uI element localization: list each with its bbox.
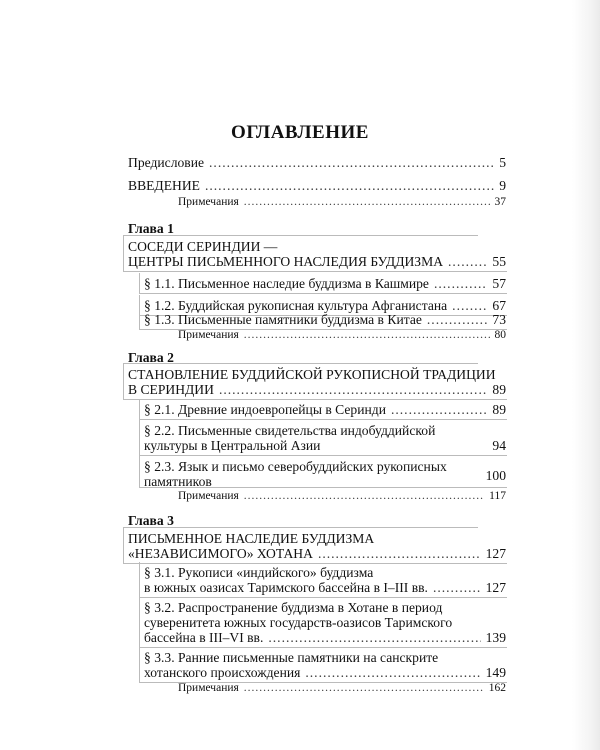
leader-dots bbox=[205, 178, 494, 194]
leader-dots bbox=[244, 327, 490, 343]
toc-label: бассейна в III–VI вв. bbox=[144, 630, 264, 645]
toc-label: Предисловие bbox=[128, 155, 205, 170]
toc-label: культуры в Центральной Азии bbox=[144, 438, 321, 453]
leader-dots bbox=[209, 155, 494, 171]
chapter-3-title-line1[interactable]: ПИСЬМЕННОЕ НАСЛЕДИЕ БУДДИЗМА bbox=[128, 531, 375, 546]
toc-page: 127 bbox=[485, 580, 506, 595]
toc-page: 139 bbox=[485, 630, 506, 645]
toc-page: 149 bbox=[485, 665, 506, 680]
toc-label: Примечания bbox=[178, 329, 239, 341]
section-frame bbox=[139, 562, 507, 598]
toc-label: Примечания bbox=[178, 682, 239, 694]
toc-entry-preface[interactable] bbox=[128, 155, 506, 171]
toc-label: в южных оазисах Таримского бассейна в I–III вв. bbox=[144, 580, 428, 595]
toc-page: 55 bbox=[492, 254, 506, 269]
chapter-frame bbox=[123, 363, 507, 400]
toc-page: 73 bbox=[492, 312, 506, 327]
section-frame bbox=[139, 273, 507, 294]
section-frame bbox=[139, 456, 507, 488]
toc-entry-3-2-line2[interactable]: суверенитета южных государств-оазисов Таримского bbox=[144, 615, 453, 630]
toc-label: хотанского происхождения bbox=[144, 665, 301, 680]
chapter-1-heading: Глава 1 bbox=[128, 221, 174, 236]
toc-label: Примечания bbox=[178, 196, 239, 208]
toc-page: 5 bbox=[499, 155, 506, 170]
toc-entry-ch2-notes[interactable] bbox=[178, 488, 506, 504]
toc-page: 67 bbox=[492, 298, 506, 313]
toc-entry-2-2-line1[interactable]: § 2.2. Письменные свидетельства индобуддийской bbox=[144, 423, 436, 438]
toc-entry-ch1-notes[interactable] bbox=[178, 327, 506, 343]
chapter-2-heading: Глава 2 bbox=[128, 350, 174, 365]
toc-label: «НЕЗАВИСИМОГО» ХОТАНА bbox=[128, 546, 313, 561]
toc-page: 57 bbox=[492, 276, 506, 291]
toc-label: § 1.3. Письменные памятники буддизма в Китае bbox=[144, 312, 422, 327]
toc-label: § 1.1. Письменное наследие буддизма в Кашмире bbox=[144, 276, 429, 291]
toc-entry-ch3-notes[interactable] bbox=[178, 680, 506, 696]
toc-label: В СЕРИНДИИ bbox=[128, 382, 214, 397]
toc-label: § 2.1. Древние индоевропейцы в Серинди bbox=[144, 402, 386, 417]
toc-label: Примечания bbox=[178, 490, 239, 502]
toc-page: 89 bbox=[492, 402, 506, 417]
chapter-frame bbox=[123, 235, 507, 272]
toc-label: ЦЕНТРЫ ПИСЬМЕННОГО НАСЛЕДИЯ БУДДИЗМА bbox=[128, 254, 444, 269]
toc-entry-2-3-line1[interactable]: § 2.3. Язык и письмо северобуддийских рукописных bbox=[144, 459, 447, 474]
toc-label: ВВЕДЕНИЕ bbox=[128, 178, 200, 193]
toc-entry-intro-notes[interactable] bbox=[178, 194, 506, 210]
toc-entry-3-1-line1[interactable]: § 3.1. Рукописи «индийского» буддизма bbox=[144, 565, 374, 580]
chapter-3-heading: Глава 3 bbox=[128, 513, 174, 528]
toc-entry-3-3-line1[interactable]: § 3.3. Ранние письменные памятники на санскрите bbox=[144, 650, 439, 665]
toc-page: 127 bbox=[485, 546, 506, 561]
toc-page: 80 bbox=[494, 329, 506, 341]
toc-page: 100 bbox=[485, 468, 506, 483]
toc-page: 117 bbox=[489, 490, 506, 502]
toc-label: памятников bbox=[144, 474, 212, 489]
leader-dots bbox=[244, 488, 484, 504]
leader-dots bbox=[244, 680, 484, 696]
toc-entry-introduction[interactable] bbox=[128, 178, 506, 194]
toc-page: 94 bbox=[492, 438, 506, 453]
toc-entry-3-2-line1[interactable]: § 3.2. Распространение буддизма в Хотане в период bbox=[144, 600, 443, 615]
chapter-1-title-line1[interactable]: СОСЕДИ СЕРИНДИИ — bbox=[128, 239, 278, 254]
toc-label: § 1.2. Буддийская рукописная культура Афганистана bbox=[144, 298, 448, 313]
section-frame bbox=[139, 399, 507, 420]
section-frame bbox=[139, 647, 507, 683]
section-frame bbox=[139, 597, 507, 648]
page-title: ОГЛАВЛЕНИЕ bbox=[231, 122, 369, 143]
toc-page: 37 bbox=[494, 196, 506, 208]
section-frame bbox=[139, 420, 507, 456]
toc-page: 9 bbox=[499, 178, 506, 193]
chapter-frame bbox=[123, 527, 507, 564]
chapter-2-title-line1[interactable]: СТАНОВЛЕНИЕ БУДДИЙСКОЙ РУКОПИСНОЙ ТРАДИЦИИ bbox=[128, 367, 496, 382]
leader-dots bbox=[244, 194, 490, 210]
toc-page: 89 bbox=[492, 382, 506, 397]
toc-page: 162 bbox=[488, 682, 506, 694]
